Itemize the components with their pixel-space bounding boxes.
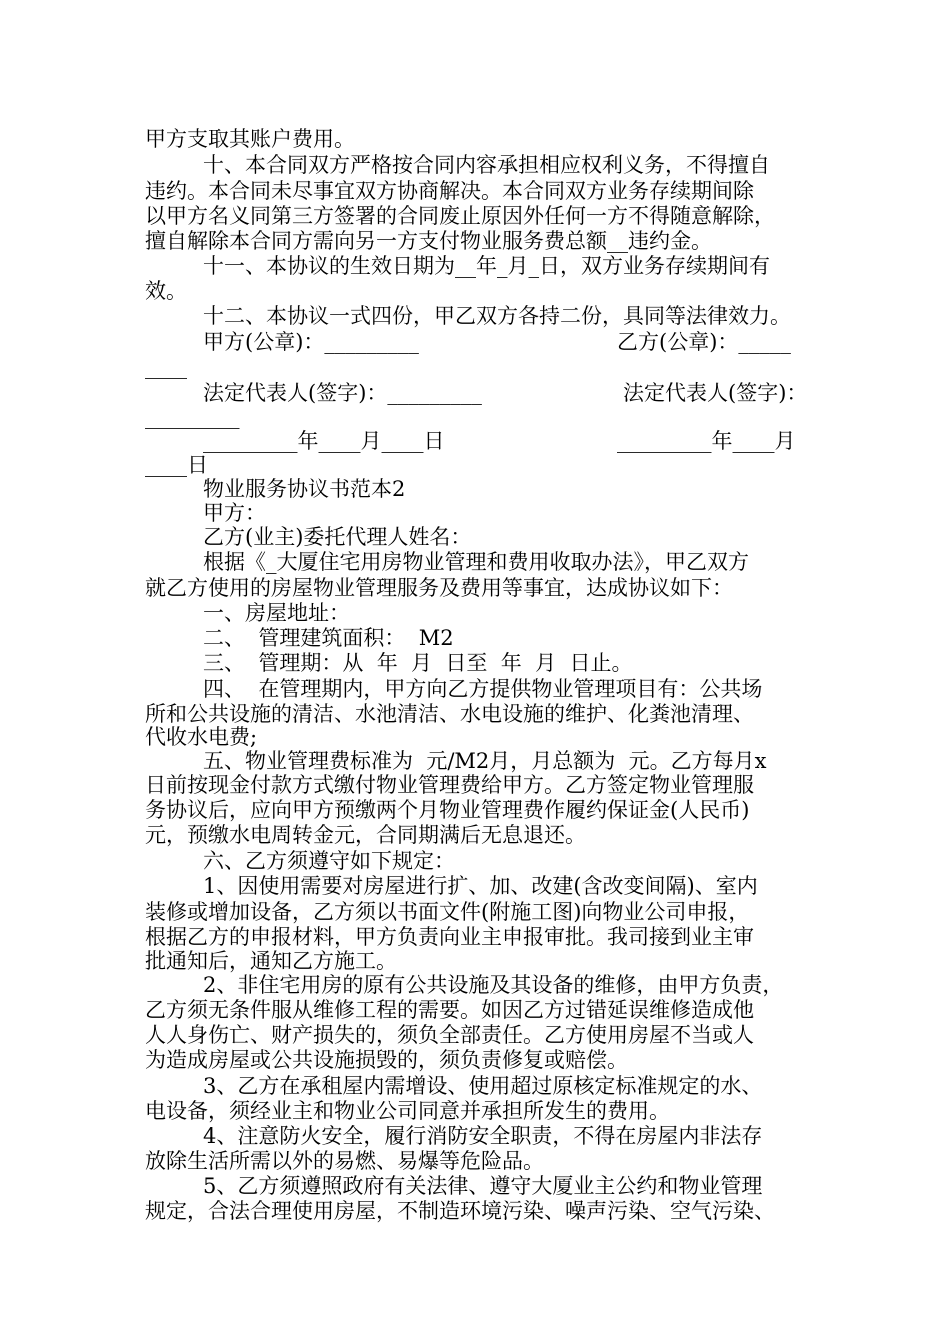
text-line: 2、非住宅用房的原有公共设施及其设备的维修，由甲方负责， [203,973,784,997]
text-line: 十一、本协议的生效日期为__年_月_日，双方业务存续期间有 [203,254,770,278]
text-line: 批通知后，通知乙方施工。 [145,949,397,973]
text-line: 1、因使用需要对房屋进行扩、加、改建(含改变间隔)、室内 [203,874,758,898]
text-line: 五、物业管理费标准为 元/M2月，月总额为 元。乙方每月x [203,749,767,773]
text-line: 六、乙方须遵守如下规定： [203,849,455,873]
text-line: _________年____月 [617,429,796,453]
text-line: 乙方(业主)委托代理人姓名： [203,525,472,549]
text-line: 根据乙方的申报材料，甲方负责向业主申报审批。我司接到业主审 [145,925,754,949]
text-line: 乙方(公章)：_____ [617,330,791,354]
text-line: 甲方(公章)：_________ [203,330,419,354]
text-line: 乙方须无条件服从维修工程的需要。如因乙方过错延误维修造成他 [145,998,754,1022]
text-line: 一、房屋地址： [203,601,350,625]
text-line: 以甲方名义同第三方签署的合同废止原因外任何一方不得随意解除， [145,204,775,228]
text-line: 放除生活所需以外的易燃、易爆等危险品。 [145,1149,544,1173]
text-line: 代收水电费; [145,725,258,749]
text-line: ____ [145,355,187,379]
text-line: _________年____月____日 [203,429,445,453]
text-line: 法定代表人(签字)： [623,381,808,405]
text-line: 违约。本合同未尽事宜双方协商解决。本合同双方业务存续期间除 [145,179,754,203]
text-line: 元，预缴水电周转金元，合同期满后无息退还。 [145,823,586,847]
text-line: 4、注意防火安全，履行消防安全职责，不得在房屋内非法存 [203,1124,763,1148]
text-line: ____日 [145,453,208,477]
text-line: 十二、本协议一式四份，甲乙双方各持二份，具同等法律效力。 [203,304,791,328]
text-line: 日前按现金付款方式缴付物业管理费给甲方。乙方签定物业管理服 [145,773,754,797]
text-line: 十、本合同双方严格按合同内容承担相应权利义务，不得擅自 [203,153,770,177]
text-line: 甲方支取其账户费用。 [145,127,355,151]
text-line: 所和公共设施的清洁、水池清洁、水电设施的维护、化粪池清理、 [145,702,754,726]
section-title: 物业服务协议书范本2 [203,477,406,501]
text-line: 根据《_大厦住宅用房物业管理和费用收取办法》，甲乙双方 [203,550,749,574]
text-line: 甲方： [203,501,266,525]
text-line: 人人身伤亡、财产损失的，须负全部责任。乙方使用房屋不当或人 [145,1023,754,1047]
text-line: _________ [145,405,240,429]
text-line: 四、 在管理期内，甲方向乙方提供物业管理项目有：公共场 [203,677,763,701]
text-line: 5、乙方须遵照政府有关法律、遵守大厦业主公约和物业管理 [203,1174,763,1198]
text-line: 就乙方使用的房屋物业管理服务及费用等事宜，达成协议如下： [145,576,733,600]
text-line: 三、 管理期：从 年 月 日至 年 月 日止。 [203,651,633,675]
text-line: 擅自解除本合同方需向另一方支付物业服务费总额__违约金。 [145,229,712,253]
text-line: 电设备，须经业主和物业公司同意并承担所发生的费用。 [145,1099,670,1123]
text-line: 规定，合法合理使用房屋，不制造环境污染、噪声污染、空气污染、 [145,1199,775,1223]
text-line: 二、 管理建筑面积： M2 [203,626,454,650]
text-line: 装修或增加设备，乙方须以书面文件(附施工图)向物业公司申报， [145,900,750,924]
text-line: 务协议后，应向甲方预缴两个月物业管理费作履约保证金(人民币) [145,798,750,822]
text-line: 效。 [145,279,187,303]
text-line: 为造成房屋或公共设施损毁的，须负责修复或赔偿。 [145,1048,628,1072]
text-line: 3、乙方在承租屋内需增设、使用超过原核定标准规定的水、 [203,1074,763,1098]
text-line: 法定代表人(签字)：_________ [203,381,482,405]
